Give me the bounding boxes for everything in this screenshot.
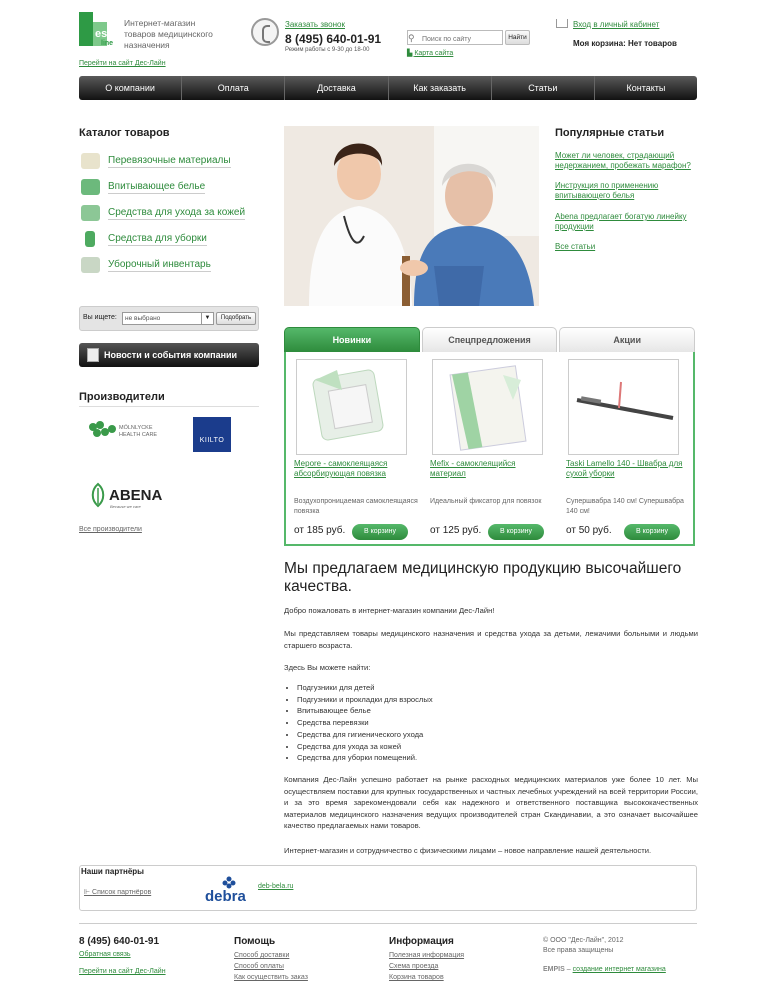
footer-help-title: Помощь <box>234 936 276 947</box>
cart-status: Моя корзина: Нет товаров <box>573 39 677 48</box>
product-card <box>420 359 555 545</box>
cart-icon <box>556 19 568 28</box>
rights-line: Все права защищены <box>543 947 614 954</box>
empis-credit: EMPIS – создание интернет магазина <box>543 966 666 973</box>
catalog-item-cleaning[interactable] <box>81 229 261 249</box>
catalog-item-underwear[interactable] <box>81 177 261 197</box>
list-icon: ⊩ <box>84 889 93 896</box>
product-name-link[interactable]: Taski Lamello 140 - Швабра для сухой уборки <box>566 459 683 478</box>
article-link[interactable]: Инструкция по применению впитывающего белья <box>555 181 659 200</box>
news-button[interactable]: Новости и события компании <box>79 343 259 367</box>
list-item: • Подгузники для детей <box>297 682 433 694</box>
nav-item-how-to-order[interactable]: Как заказать <box>389 76 492 100</box>
find-here-text: Здесь Вы можете найти: <box>284 663 371 672</box>
popular-articles-title: Популярные статьи <box>555 127 665 139</box>
svg-text:ABENA: ABENA <box>109 487 163 504</box>
filter-label: Вы ищете: <box>83 314 117 321</box>
skin-care-icon <box>81 205 100 221</box>
news-icon <box>87 348 99 362</box>
partners-box <box>79 865 697 911</box>
debra-logo[interactable] <box>205 875 253 903</box>
login-link[interactable]: Вход в личный кабинет <box>573 20 660 29</box>
add-to-cart-button[interactable]: В корзину <box>624 524 680 540</box>
footer-link[interactable]: Способ оплаты <box>234 963 284 970</box>
kiilto-logo[interactable]: KIILTO <box>193 417 231 452</box>
footer-info-title: Информация <box>389 936 454 947</box>
debra-site-link[interactable]: deb-bela.ru <box>258 883 294 890</box>
catalog-item-skin-care[interactable] <box>81 203 261 223</box>
molnlycke-logo[interactable] <box>88 419 163 443</box>
catalog-item-label: Впитывающее белье <box>108 180 206 192</box>
order-call-link[interactable]: Заказать звонок <box>285 20 345 29</box>
manufacturers-title: Производители <box>79 391 165 403</box>
goto-main-site-link[interactable]: Перейти на сайт Дес-Лайн <box>79 60 166 67</box>
footer-link[interactable]: Схема проезда <box>389 963 439 970</box>
nav-item-delivery[interactable]: Доставка <box>285 76 388 100</box>
abena-logo[interactable] <box>89 482 164 510</box>
new-direction-text: Интернет-магазин и сотрудничество с физическими лицами – новое направление нашей деятельности. <box>284 846 652 855</box>
empis-logo: EMPIS <box>543 966 565 973</box>
partners-list-link[interactable] <box>84 888 151 896</box>
product-image-mepore[interactable] <box>296 359 407 455</box>
hero-photo-nurse-and-patient <box>284 126 539 306</box>
filter-select[interactable]: не выбрано <box>122 312 214 325</box>
empis-link[interactable]: создание интернет магазина <box>572 966 666 973</box>
list-item: • Средства для ухода за кожей <box>297 741 433 753</box>
tab-special-offers[interactable]: Спецпредложения <box>422 327 558 352</box>
product-category-list <box>297 682 433 764</box>
footer-link[interactable]: Полезная информация <box>389 952 465 959</box>
all-manufacturers-link[interactable]: Все производители <box>79 526 142 533</box>
partners-title: Наши партнёры <box>81 867 145 876</box>
list-item: • Впитывающее белье <box>297 705 433 717</box>
product-description: Идеальный фиксатор для повязок <box>430 498 542 505</box>
search-icon: ⚲ <box>408 33 415 43</box>
catalog-title: Каталог товаров <box>79 127 170 139</box>
working-hours: Режим работы с 9-30 до 18-00 <box>285 47 370 53</box>
product-card <box>284 359 419 545</box>
add-to-cart-button[interactable]: В корзину <box>352 524 408 540</box>
company-description: Компания Дес-Лайн успешно работает на рынке расходных медицинских материалов уже более 10 лет. Мы осуществляем поставки для крупных государственных и частных лечебных учреждений на всей территории России, и за это время зарекомендовали себя как надежного и ответственного поставщика высококачественных материалов медицинского назначения ведущих производителей стран Скандинавии, а это означает высочайшее качество предлагаемых нами товаров. <box>284 775 698 830</box>
article-link[interactable]: Может ли человек, страдающий недержанием, пробежать марафон? <box>555 151 691 170</box>
footer-link[interactable]: Корзина товаров <box>389 974 444 981</box>
svg-text:MÖLNLYCKE: MÖLNLYCKE <box>119 425 153 431</box>
list-item: • Средства для гигиенического ухода <box>297 729 433 741</box>
copyright <box>543 936 624 956</box>
product-tabs <box>284 327 695 352</box>
feedback-link[interactable]: Обратная связь <box>79 951 131 958</box>
svg-text:Because we care: Because we care <box>110 504 141 509</box>
footer-link[interactable]: Как осуществить заказ <box>234 974 308 981</box>
welcome-text: Добро пожаловать в интернет-магазин компании Дес-Лайн! <box>284 606 495 615</box>
footer-link[interactable]: Способ доставки <box>234 952 290 959</box>
product-description: Супершвабра 140 см! Супершвабра 140 см! <box>566 498 684 515</box>
product-price: от 125 руб. <box>430 525 482 536</box>
footer-goto-site-link[interactable]: Перейти на сайт Дес-Лайн <box>79 968 166 975</box>
product-name-link[interactable]: Mepore - самоклеящаяся абсорбирующая повязка <box>294 459 388 478</box>
tab-promotions[interactable]: Акции <box>559 327 695 352</box>
mop-icon <box>81 257 100 273</box>
list-item: • Подгузники и прокладки для взрослых <box>297 694 433 706</box>
main-nav <box>79 76 697 100</box>
product-image-taski-lamello[interactable] <box>568 359 679 455</box>
product-image-mefix[interactable] <box>432 359 543 455</box>
divider <box>79 406 259 407</box>
list-item: • Средства для уборки помещений. <box>297 752 433 764</box>
catalog-item-label: Уборочный инвентарь <box>108 258 211 270</box>
underwear-icon <box>81 179 100 195</box>
partners-list-label: Список партнёров <box>92 889 152 896</box>
svg-text:debra: debra <box>205 888 246 903</box>
footer-phone: 8 (495) 640-01-91 <box>79 936 160 947</box>
filter-button[interactable]: Подобрать <box>216 312 256 325</box>
svg-text:HEALTH CARE: HEALTH CARE <box>119 432 158 438</box>
product-price: от 185 руб. <box>294 525 346 536</box>
nav-item-contacts[interactable]: Контакты <box>626 83 666 93</box>
catalog-item-inventory[interactable] <box>81 255 261 275</box>
tab-new[interactable]: Новинки <box>284 327 420 352</box>
product-card <box>556 359 691 545</box>
svg-text:es: es <box>95 28 108 40</box>
product-price: от 50 руб. <box>566 525 612 536</box>
article-link[interactable]: Abena предлагает богатую линейку продукции <box>555 212 687 231</box>
nav-item-payment[interactable]: Оплата <box>182 76 285 100</box>
sitemap-icon: ▙ <box>407 50 415 57</box>
svg-text:line: line <box>101 40 114 46</box>
all-articles-link[interactable]: Все статьи <box>555 242 596 251</box>
bandage-icon <box>81 153 100 169</box>
sitemap-link[interactable] <box>407 49 453 57</box>
chevron-down-icon[interactable]: ▼ <box>201 313 213 324</box>
sitemap-label: Карта сайта <box>414 50 454 57</box>
product-name-link[interactable]: Mefix - самоклеящийся материал <box>430 459 516 478</box>
phone-icon <box>251 18 279 46</box>
footer-divider <box>79 923 697 924</box>
page-heading: Мы предлагаем медицинскую продукцию высочайшего качества. <box>284 560 682 595</box>
catalog-item-label: Средства для уборки <box>108 232 207 244</box>
nav-item-about[interactable]: О компании <box>79 76 182 100</box>
cleaning-bottle-icon <box>85 231 95 247</box>
product-description: Воздухопроницаемая самоклеящаяся повязка <box>294 498 418 515</box>
catalog-item-label: Перевязочные материалы <box>108 154 231 166</box>
logo-tagline: Интернет-магазин товаров медицинского назначения <box>124 18 213 50</box>
nav-item-articles[interactable]: Статьи <box>492 76 595 100</box>
catalog-item-bandages[interactable] <box>81 151 261 171</box>
search-input[interactable] <box>407 30 503 45</box>
list-item: • Средства перевязки <box>297 717 433 729</box>
des-line-logo[interactable] <box>79 12 121 46</box>
catalog-item-label: Средства для ухода за кожей <box>108 206 246 218</box>
add-to-cart-button[interactable]: В корзину <box>488 524 544 540</box>
intro-text: Мы представляем товары медицинского назначения и средства ухода за детьми, лежачими больными и людьми старшего возраста. <box>284 629 698 650</box>
search-button[interactable]: Найти <box>505 30 530 45</box>
copyright-line: © ООО "Дес-Лайн", 2012 <box>543 937 624 944</box>
header-phone: 8 (495) 640-01-91 <box>285 32 382 46</box>
